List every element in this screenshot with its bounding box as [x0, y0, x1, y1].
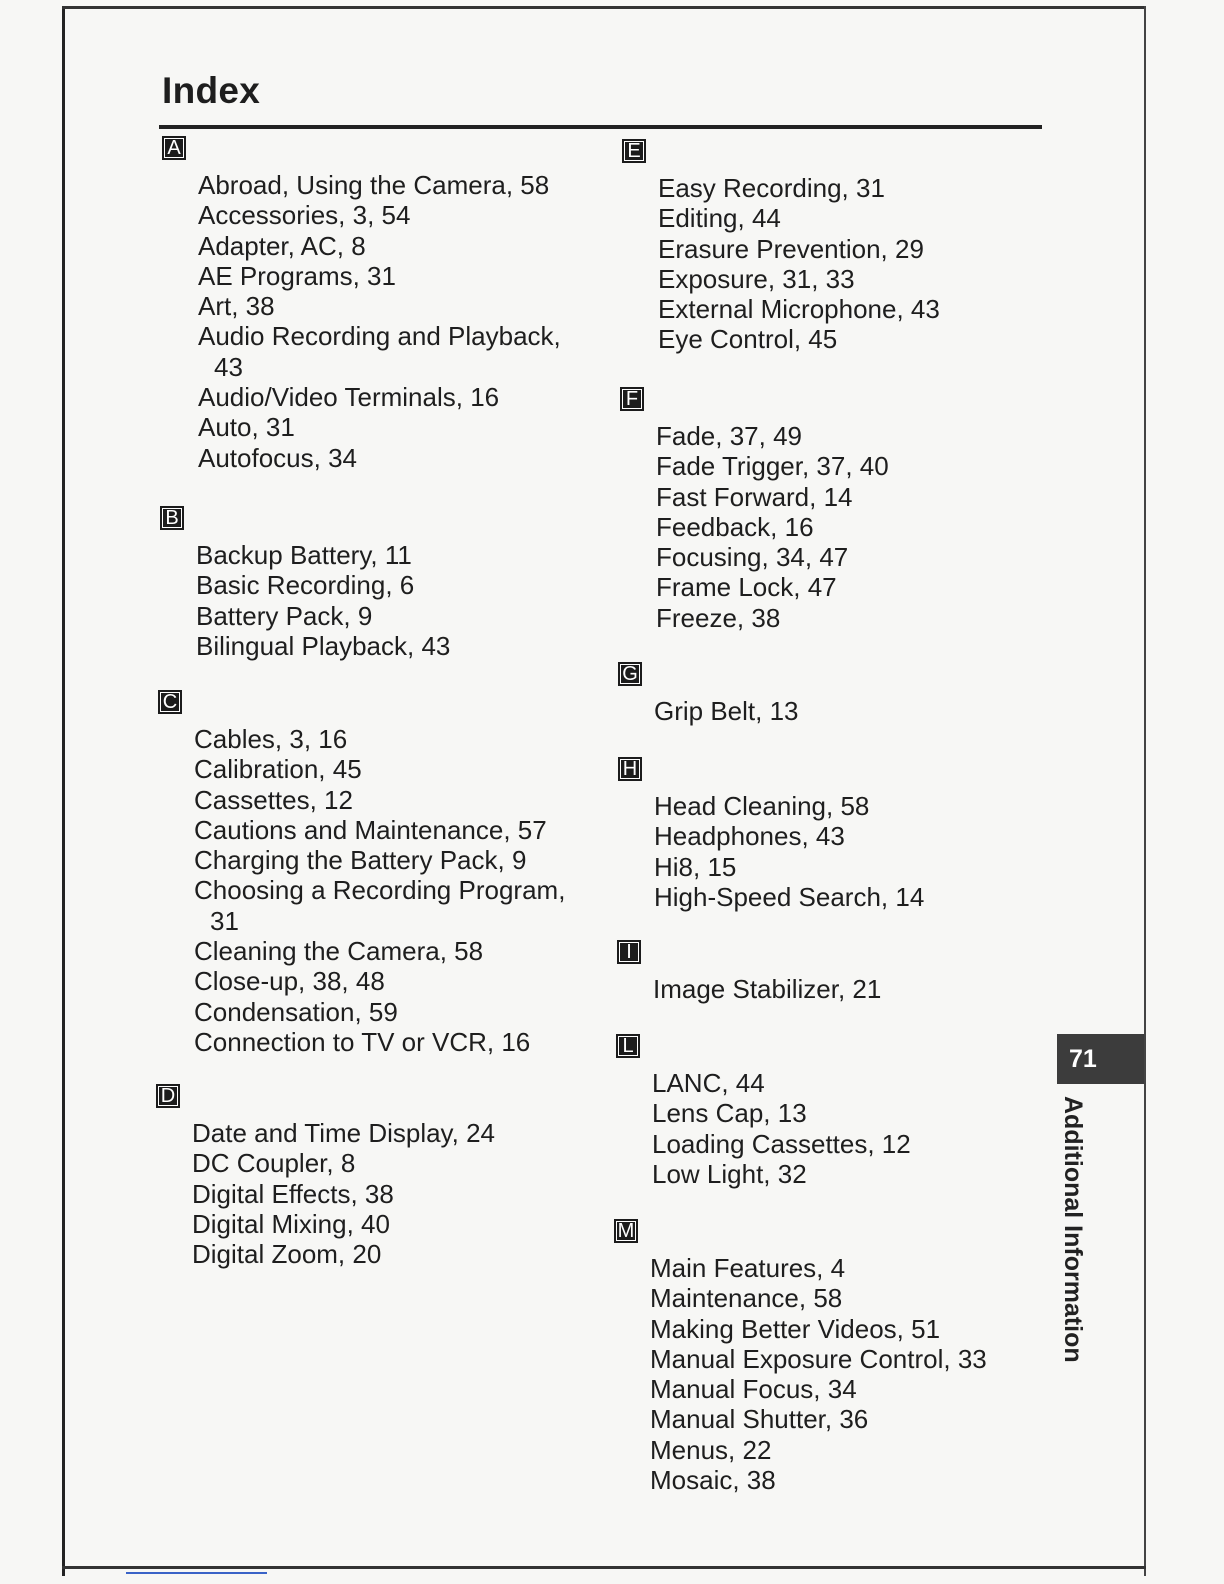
index-section-b [160, 506, 450, 661]
page-edge-left [62, 6, 65, 1576]
section-letter-i: I [617, 940, 641, 964]
section-letter-d: D [156, 1084, 180, 1108]
section-letter-b: B [160, 506, 184, 530]
index-entry: DC Coupler, 8 [192, 1148, 356, 1179]
index-entry: Backup Battery, 11 [196, 540, 412, 570]
index-entry: High-Speed Search, 14 [654, 881, 925, 912]
index-entry: Editing, 44 [658, 203, 781, 234]
entry-list-e [658, 173, 940, 355]
index-entry: Headphones, 43 [654, 821, 845, 852]
index-section-d [156, 1084, 495, 1269]
section-letter-m: M [614, 1219, 638, 1243]
page-number-tab: 71 [1057, 1034, 1144, 1084]
entry-list-a [198, 170, 561, 473]
entry-list-l [652, 1068, 911, 1189]
index-entry: Calibration, 45 [194, 754, 362, 785]
page-edge-bottom [62, 1566, 1146, 1569]
index-entry: Audio Recording and Playback, [198, 321, 561, 352]
index-entry: Easy Recording, 31 [658, 173, 885, 203]
index-entry: Connection to TV or VCR, 16 [194, 1026, 531, 1057]
index-entry: Condensation, 59 [194, 996, 398, 1027]
entry-list-i [653, 974, 881, 1004]
page-edge-right [1144, 6, 1146, 1576]
index-entry: Art, 38 [198, 291, 275, 322]
index-entry: Close-up, 38, 48 [194, 966, 385, 997]
entry-list-f [656, 421, 889, 633]
entry-list-b [196, 540, 450, 661]
index-entry: Basic Recording, 6 [196, 570, 415, 601]
index-entry: AE Programs, 31 [198, 260, 396, 291]
index-entry: Loading Cassettes, 12 [652, 1128, 911, 1159]
index-entry: Focusing, 34, 47 [656, 542, 849, 573]
index-entry: Abroad, Using the Camera, 58 [198, 170, 550, 200]
index-entry: Bilingual Playback, 43 [196, 630, 451, 661]
index-entry: Manual Focus, 34 [650, 1374, 857, 1405]
index-entry: Hi8, 15 [654, 851, 737, 882]
entry-list-d [192, 1118, 495, 1269]
index-entry: Digital Effects, 38 [192, 1178, 394, 1209]
section-letter-l: L [616, 1034, 640, 1058]
index-entry: Head Cleaning, 58 [654, 791, 870, 821]
index-entry: Audio/Video Terminals, 16 [198, 382, 500, 413]
index-section-c [158, 690, 565, 1057]
index-entry: Grip Belt, 13 [654, 696, 799, 726]
index-entry-continuation: 43 [214, 351, 243, 382]
section-side-label: Additional Information [1059, 1096, 1087, 1363]
index-section-g [618, 662, 799, 726]
index-entry: Manual Exposure Control, 33 [650, 1343, 987, 1374]
index-section-m [614, 1219, 987, 1495]
page-title: Index [162, 70, 261, 111]
index-section-h [618, 757, 924, 912]
index-entry: Image Stabilizer, 21 [653, 974, 882, 1004]
entry-list-g [654, 696, 799, 726]
index-entry: Lens Cap, 13 [652, 1098, 807, 1129]
section-letter-a: A [162, 136, 186, 160]
entry-list-m [650, 1253, 987, 1495]
index-entry: Maintenance, 58 [650, 1283, 843, 1314]
index-entry: Low Light, 32 [652, 1158, 807, 1189]
index-entry: Making Better Videos, 51 [650, 1313, 941, 1344]
section-letter-g: G [618, 662, 642, 686]
index-entry: Accessories, 3, 54 [198, 200, 411, 231]
entry-list-c [194, 724, 565, 1057]
index-entry: Charging the Battery Pack, 9 [194, 845, 527, 876]
section-letter-f: F [620, 387, 644, 411]
index-section-e [622, 139, 940, 355]
index-entry: Fast Forward, 14 [656, 481, 853, 512]
index-entry: Erasure Prevention, 29 [658, 233, 924, 264]
page-edge-top [62, 6, 1146, 9]
index-entry: Fade, 37, 49 [656, 421, 802, 451]
section-letter-h: H [618, 757, 642, 781]
index-entry: Auto, 31 [198, 412, 295, 443]
index-entry: Digital Zoom, 20 [192, 1239, 382, 1270]
index-section-a [162, 136, 561, 473]
index-entry: Eye Control, 45 [658, 324, 838, 355]
section-letter-c: C [158, 690, 182, 714]
index-entry: Cables, 3, 16 [194, 724, 348, 754]
index-entry: Autofocus, 34 [198, 442, 357, 473]
index-entry: Fade Trigger, 37, 40 [656, 451, 889, 482]
title-rule [159, 125, 1042, 129]
index-entry: Date and Time Display, 24 [192, 1118, 495, 1148]
index-entry: Frame Lock, 47 [656, 572, 837, 603]
index-entry: Main Features, 4 [650, 1253, 846, 1283]
index-section-l [616, 1034, 911, 1189]
index-entry: Menus, 22 [650, 1434, 772, 1465]
index-entry: Exposure, 31, 33 [658, 263, 855, 294]
index-entry: Choosing a Recording Program, [194, 875, 566, 906]
index-entry: Cautions and Maintenance, 57 [194, 814, 547, 845]
index-entry: Freeze, 38 [656, 602, 781, 633]
section-letter-e: E [622, 139, 646, 163]
index-entry-continuation: 31 [210, 905, 239, 936]
index-entry: LANC, 44 [652, 1068, 765, 1098]
index-entry: Manual Shutter, 36 [650, 1404, 869, 1435]
bottom-blue-rule [126, 1572, 267, 1574]
entry-list-h [654, 791, 924, 912]
index-section-f [620, 387, 889, 633]
index-entry: Cleaning the Camera, 58 [194, 936, 484, 967]
index-entry: Battery Pack, 9 [196, 600, 373, 631]
index-entry: Mosaic, 38 [650, 1465, 776, 1496]
index-entry: Cassettes, 12 [194, 784, 353, 815]
index-entry: Digital Mixing, 40 [192, 1208, 390, 1239]
index-entry: Adapter, AC, 8 [198, 230, 366, 261]
index-entry: External Microphone, 43 [658, 294, 940, 325]
index-section-i [617, 940, 881, 1004]
index-entry: Feedback, 16 [656, 511, 814, 542]
